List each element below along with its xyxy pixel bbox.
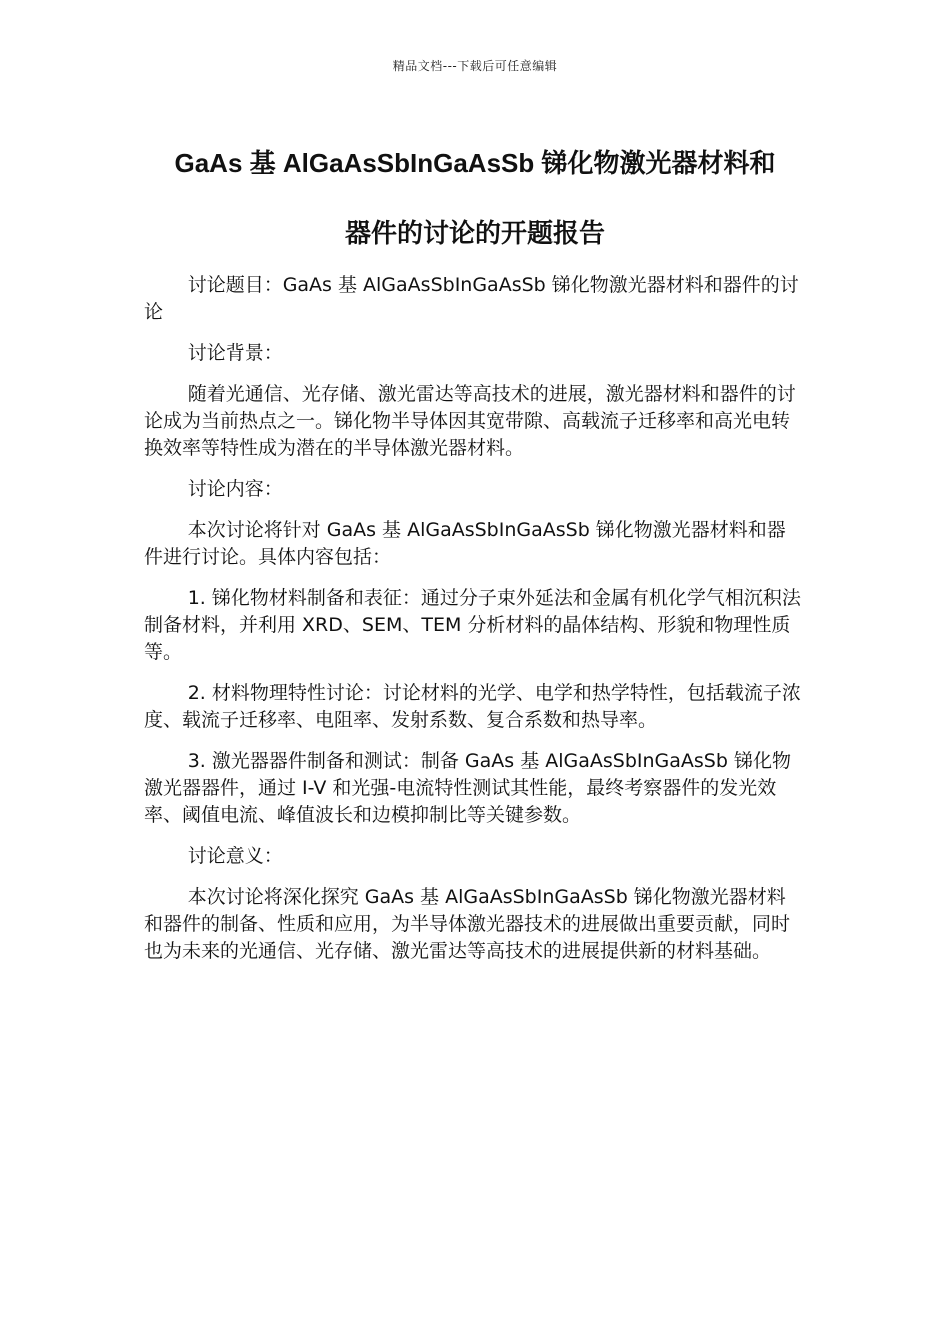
content-intro-paragraph: 本次讨论将针对 GaAs 基 AlGaAsSbInGaAsSb 锑化物激光器材料和器件进行讨论。具体内容包括： — [144, 519, 786, 568]
content-item-1: 1. 锑化物材料制备和表征：通过分子束外延法和金属有机化学气相沉积法制备材料，并利用 XRD、SEM、TEM 分析材料的晶体结构、形貌和物理性质等。 — [144, 587, 801, 663]
background-paragraph: 随着光通信、光存储、激光雷达等高技术的进展，激光器材料和器件的讨论成为当前热点之一。锑化物半导体因其宽带隙、高载流子迁移率和高光电转换效率等特性成为潜在的半导体激光器材料。 — [144, 383, 796, 459]
background-heading: 讨论背景： — [187, 342, 283, 364]
document-body — [144, 272, 804, 979]
content-item-2: 2. 材料物理特性讨论：讨论材料的光学、电学和热学特性，包括载流子浓度、载流子迁移率、电阻率、发射系数、复合系数和热导率。 — [144, 682, 801, 731]
significance-paragraph: 本次讨论将深化探究 GaAs 基 AlGaAsSbInGaAsSb 锑化物激光器材料和器件的制备、性质和应用，为半导体激光器技术的进展做出重要贡献，同时也为未来的光通信、光存储、激光雷达等高技术的进展提供新的材料基础。 — [144, 886, 791, 962]
significance-heading: 讨论意义： — [187, 845, 283, 867]
title-line-1: GaAs 基 AlGaAsSbInGaAsSb 锑化物激光器材料和 — [174, 148, 776, 178]
document-title — [100, 128, 850, 268]
content-heading: 讨论内容： — [187, 478, 283, 500]
content-item-3: 3. 激光器器件制备和测试：制备 GaAs 基 AlGaAsSbInGaAsSb 锑化物激光器器件，通过 I-V 和光强-电流特性测试其性能，最终考察器件的发光效率、阈值电流、峰值波长和边模抑制比等关键参数。 — [144, 750, 791, 826]
topic-paragraph: 讨论题目：GaAs 基 AlGaAsSbInGaAsSb 锑化物激光器材料和器件的讨论 — [144, 274, 799, 323]
page-header-watermark: 精品文档---下载后可任意编辑 — [392, 59, 558, 73]
title-line-2: 器件的讨论的开题报告 — [344, 218, 605, 248]
